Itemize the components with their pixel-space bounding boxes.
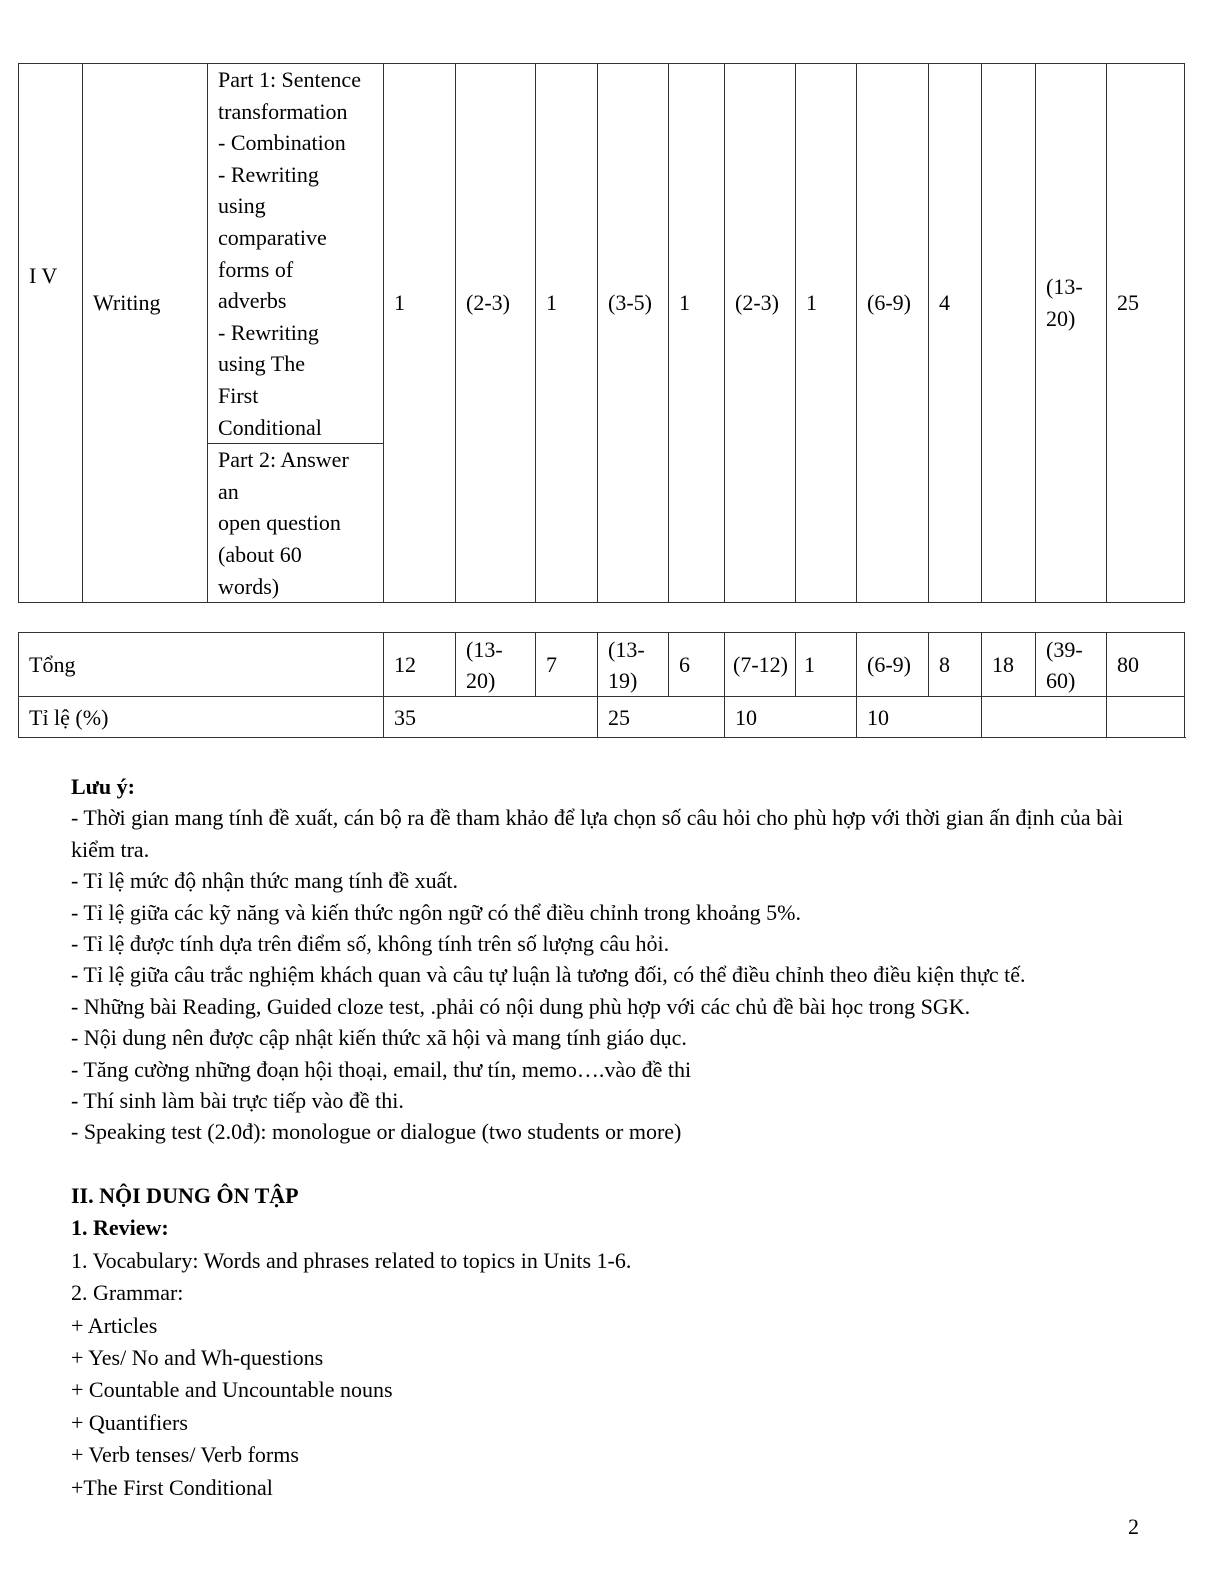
total-value: [456, 633, 536, 697]
review-line: + Yes/ No and Wh-questions: [71, 1345, 324, 1371]
part1-line: Conditional: [218, 414, 322, 440]
notes-section: [71, 771, 1171, 1148]
section-subheading: 1. Review:: [71, 1215, 169, 1241]
note-line: - Nội dung nên được cập nhật kiến thức xã hội và mang tính giáo dục.: [71, 1025, 687, 1051]
note-line: - Thời gian mang tính đề xuất, cán bộ ra đề tham khảo để lựa chọn số câu hỏi cho phù hợp với thời gian ấn định của bài kiểm tra.: [71, 805, 1124, 862]
value-cell: 1: [536, 64, 598, 603]
writing-matrix-table: [18, 63, 1185, 603]
total-value: 80: [1107, 633, 1185, 697]
total-table: [18, 632, 1185, 738]
part1-line: - Rewriting: [218, 161, 319, 187]
review-line: 1. Vocabulary: Words and phrases related to topics in Units 1-6.: [71, 1247, 632, 1273]
row-skill-label: Writing: [83, 64, 208, 603]
value-cell: (6-9): [857, 64, 929, 603]
value-cell: (2-3): [456, 64, 536, 603]
total-value: [1036, 633, 1107, 697]
part1-line: transformation: [218, 98, 348, 124]
total-value-text: (13- 20): [466, 636, 503, 693]
value-cell: [982, 64, 1036, 603]
value-cell: (3-5): [598, 64, 669, 603]
part1-line: using The: [218, 351, 305, 377]
page-number: 2: [1128, 1514, 1139, 1539]
value-cell: 1: [384, 64, 456, 603]
part1-line: comparative: [218, 224, 327, 250]
review-list: [71, 1245, 1171, 1504]
note-line: - Tỉ lệ giữa các kỹ năng và kiến thức ngôn ngữ có thể điều chỉnh trong khoảng 5%.: [71, 899, 802, 925]
part2-line: an: [218, 478, 239, 504]
ratio-value: 10: [725, 697, 857, 738]
row-roman-numeral: I V: [19, 64, 83, 603]
value-cell: 25: [1107, 64, 1185, 603]
ratio-value: 35: [384, 697, 598, 738]
value-cell: (2-3): [725, 64, 796, 603]
section-heading: II. NỘI DUNG ÔN TẬP: [71, 1183, 299, 1208]
ratio-label: Tỉ lệ (%): [19, 697, 384, 738]
ratio-value: 10: [857, 697, 982, 738]
note-line: - Tỉ lệ giữa câu trắc nghiệm khách quan và câu tự luận là tương đối, có thể điều chỉnh theo điều kiện thực tế.: [71, 962, 1026, 988]
review-line: + Verb tenses/ Verb forms: [71, 1442, 299, 1468]
note-line: - Tăng cường những đoạn hội thoại, email, thư tín, memo….vào đề thi: [71, 1056, 692, 1082]
total-value: 12: [384, 633, 456, 697]
total-value: 6: [669, 633, 725, 697]
total-value-text: (39- 60): [1046, 636, 1083, 693]
total-label: Tổng: [19, 633, 384, 697]
part2-line: Part 2: Answer: [218, 447, 349, 473]
part1-line: - Rewriting: [218, 319, 319, 345]
note-line: - Thí sinh làm bài trực tiếp vào đề thi.: [71, 1088, 404, 1114]
review-section: [71, 1180, 1171, 1504]
part2-line: words): [218, 573, 280, 599]
total-value-text: (13- 19): [608, 636, 645, 693]
part2-cell: [208, 444, 384, 603]
part1-line: forms of: [218, 256, 294, 282]
note-line: - Tỉ lệ được tính dựa trên điểm số, không tính trên số lượng câu hỏi.: [71, 931, 670, 957]
note-line: - Tỉ lệ mức độ nhận thức mang tính đề xuất.: [71, 868, 458, 894]
part1-line: First: [218, 382, 259, 408]
review-line: +The First Conditional: [71, 1474, 273, 1500]
part1-line: Part 1: Sentence: [218, 67, 361, 92]
ratio-value: 25: [598, 697, 725, 738]
note-line: - Những bài Reading, Guided cloze test, .phải có nội dung phù hợp với các chủ đề bài học trong SGK.: [71, 993, 971, 1019]
total-value: 1: [796, 633, 857, 697]
total-value: 7: [536, 633, 598, 697]
value-text: (13- 20): [1046, 274, 1083, 332]
total-value: [598, 633, 669, 697]
review-line: + Countable and Uncountable nouns: [71, 1377, 393, 1403]
value-cell: 1: [669, 64, 725, 603]
part2-line: open question: [218, 510, 341, 536]
review-line: + Quantifiers: [71, 1409, 188, 1435]
total-value: 18: [982, 633, 1036, 697]
note-line: - Speaking test (2.0đ): monologue or dialogue (two students or more): [71, 1119, 682, 1145]
review-line: 2. Grammar:: [71, 1280, 184, 1306]
ratio-value: [1107, 697, 1185, 738]
notes-list: [71, 802, 1171, 1147]
notes-title: Lưu ý:: [71, 774, 135, 799]
total-value: (6-9): [857, 633, 929, 697]
part1-line: - Combination: [218, 130, 346, 156]
part1-line: adverbs: [218, 288, 287, 314]
value-cell: 4: [929, 64, 982, 603]
total-value: 8: [929, 633, 982, 697]
total-value: (7-12): [725, 633, 796, 697]
part1-line: using: [218, 193, 266, 219]
review-line: + Articles: [71, 1312, 158, 1338]
part2-line: (about 60: [218, 541, 302, 567]
part1-cell: [208, 64, 384, 444]
value-cell: [1036, 64, 1107, 603]
value-cell: 1: [796, 64, 857, 603]
ratio-value: [982, 697, 1107, 738]
